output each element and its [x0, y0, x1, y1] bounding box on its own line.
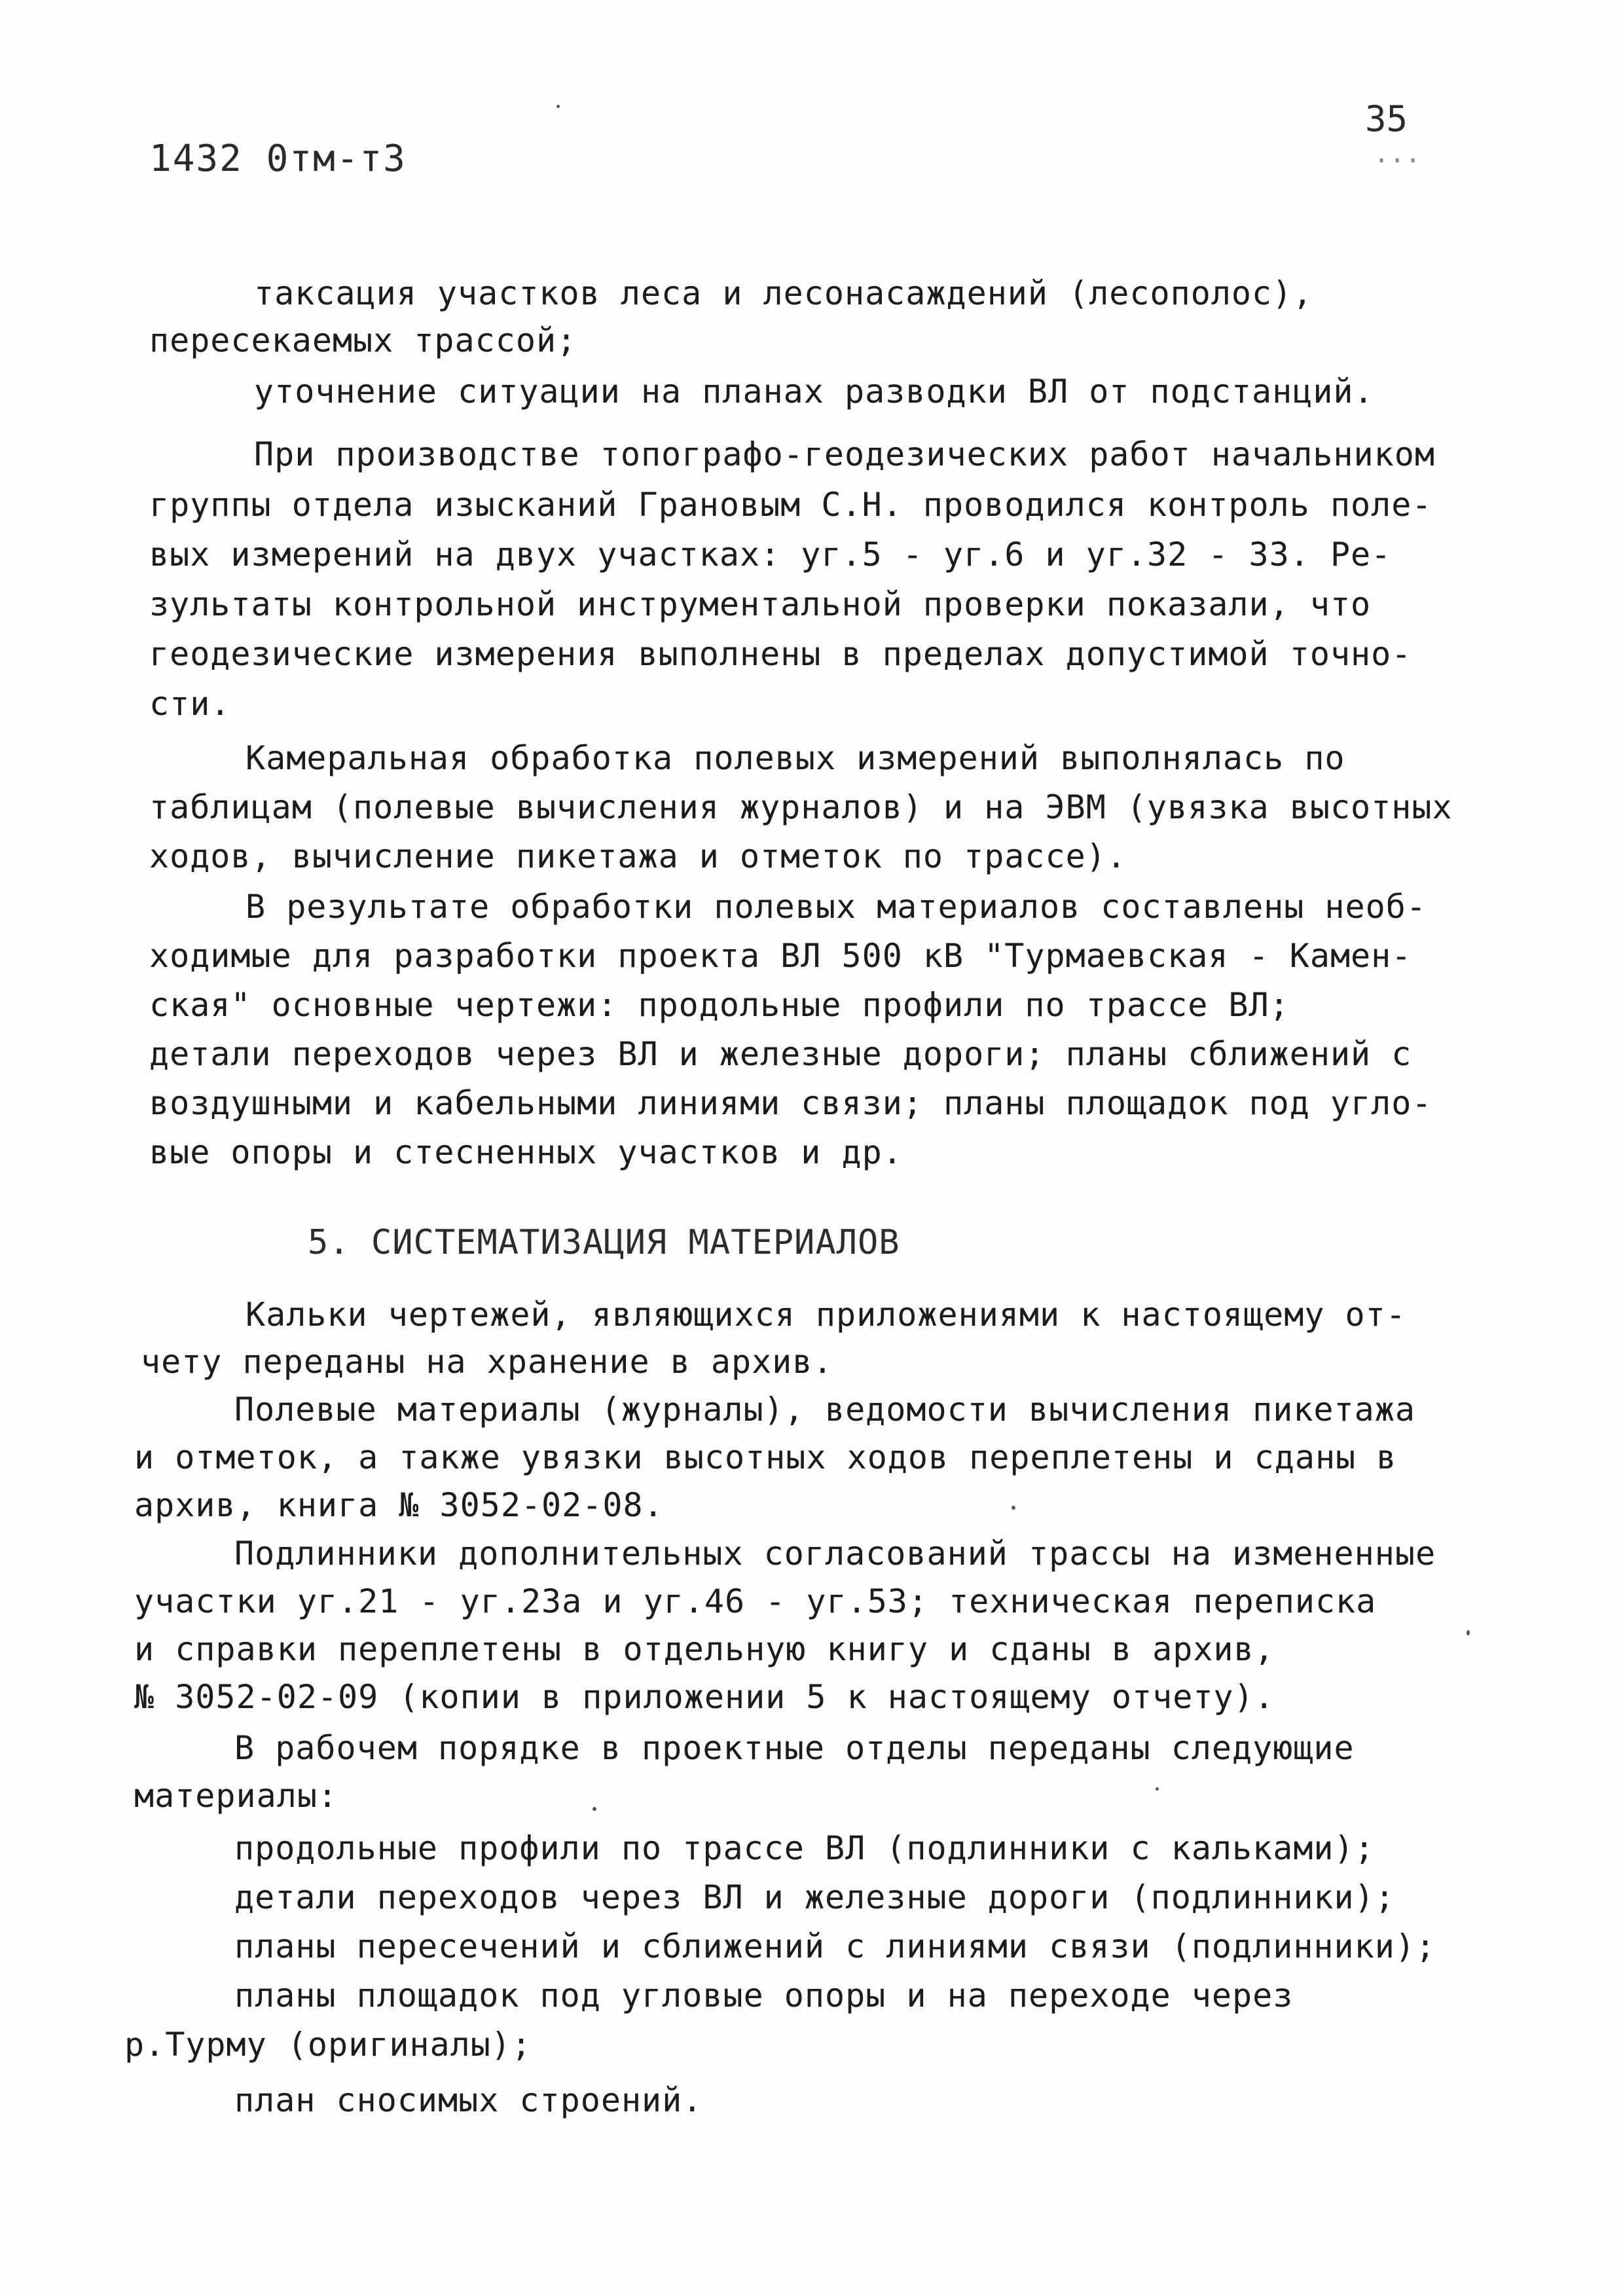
text-line: планы пересечений и сближений с линиями связи (подлинники);	[234, 1927, 1436, 1965]
document-code: 1432 0тм-т3	[149, 137, 407, 180]
text-line: уточнение ситуации на планах разводки ВЛ от подстанций.	[254, 373, 1374, 410]
text-line: план сносимых строений.	[234, 2081, 703, 2119]
text-line: сти.	[149, 685, 231, 723]
text-line: Полевые материалы (журналы), ведомости вычисления пикетажа	[234, 1391, 1415, 1429]
page-mark: ...	[1374, 139, 1421, 169]
text-line: вые опоры и стесненных участков и др.	[149, 1133, 903, 1171]
text-line: геодезические измерения выполнены в пределах допустимой точно-	[149, 635, 1412, 673]
text-line: чету переданы на хранение в архив.	[141, 1343, 833, 1381]
scan-speck	[1012, 1506, 1015, 1510]
text-line: детали переходов через ВЛ и железные дороги (подлинники);	[234, 1878, 1395, 1916]
text-line: зультаты контрольной инструментальной проверки показали, что	[149, 585, 1372, 623]
text-line: В результате обработки полевых материалов составлены необ-	[246, 888, 1427, 926]
text-line: При производстве топографо-геодезических работ начальником	[254, 435, 1435, 473]
text-line: № 3052-02-09 (копии в приложении 5 к настоящему отчету).	[134, 1678, 1275, 1716]
text-line: Камеральная обработка полевых измерений выполнялась по	[246, 739, 1345, 777]
text-line: группы отдела изысканий Грановым С.Н. проводился контроль поле-	[149, 486, 1432, 524]
scan-speck	[556, 105, 560, 108]
scan-speck	[593, 1807, 596, 1811]
text-line: и справки переплетены в отдельную книгу и сданы в архив,	[134, 1630, 1275, 1668]
scan-speck	[1156, 1787, 1159, 1791]
text-line: Подлинники дополнительных согласований трассы на измененные	[234, 1535, 1436, 1573]
text-line: воздушными и кабельными линиями связи; планы площадок под угло-	[149, 1084, 1432, 1122]
text-line: и отметок, а также увязки высотных ходов переплетены и сданы в	[134, 1438, 1397, 1476]
text-line: детали переходов через ВЛ и железные дороги; планы сближений с	[149, 1035, 1412, 1073]
text-line: р.Турму (оригиналы);	[124, 2026, 532, 2064]
text-line: ходимые для разработки проекта ВЛ 500 кВ "Турмаевская - Камен-	[149, 937, 1412, 975]
text-line: В рабочем порядке в проектные отделы переданы следующие	[234, 1729, 1355, 1767]
text-line: таксация участков леса и лесонасаждений (лесополос),	[254, 274, 1313, 312]
text-line: таблицам (полевые вычисления журналов) и на ЭВМ (увязка высотных	[149, 788, 1453, 826]
text-line: продольные профили по трассе ВЛ (подлинники с кальками);	[234, 1829, 1375, 1867]
text-line: материалы:	[134, 1777, 338, 1815]
text-line: планы площадок под угловые опоры и на переходе через	[234, 1977, 1294, 2014]
text-line: архив, книга № 3052-02-08.	[134, 1486, 664, 1524]
text-line: ская" основные чертежи: продольные профили по трассе ВЛ;	[149, 986, 1290, 1024]
scan-speck	[1467, 1630, 1470, 1635]
text-line: пересекаемых трассой;	[149, 321, 577, 359]
text-line: участки уг.21 - уг.23а и уг.46 - уг.53; техническая переписка	[134, 1582, 1377, 1620]
section-heading: 5. СИСТЕМАТИЗАЦИЯ МАТЕРИАЛОВ	[308, 1223, 900, 1262]
text-line: вых измерений на двух участках: уг.5 - уг.6 и уг.32 - 33. Ре-	[149, 536, 1392, 574]
page-number: 35	[1365, 98, 1408, 139]
text-line: Кальки чертежей, являющихся приложениями к настоящему от-	[246, 1296, 1406, 1334]
text-line: ходов, вычисление пикетажа и отметок по трассе).	[149, 837, 1127, 875]
